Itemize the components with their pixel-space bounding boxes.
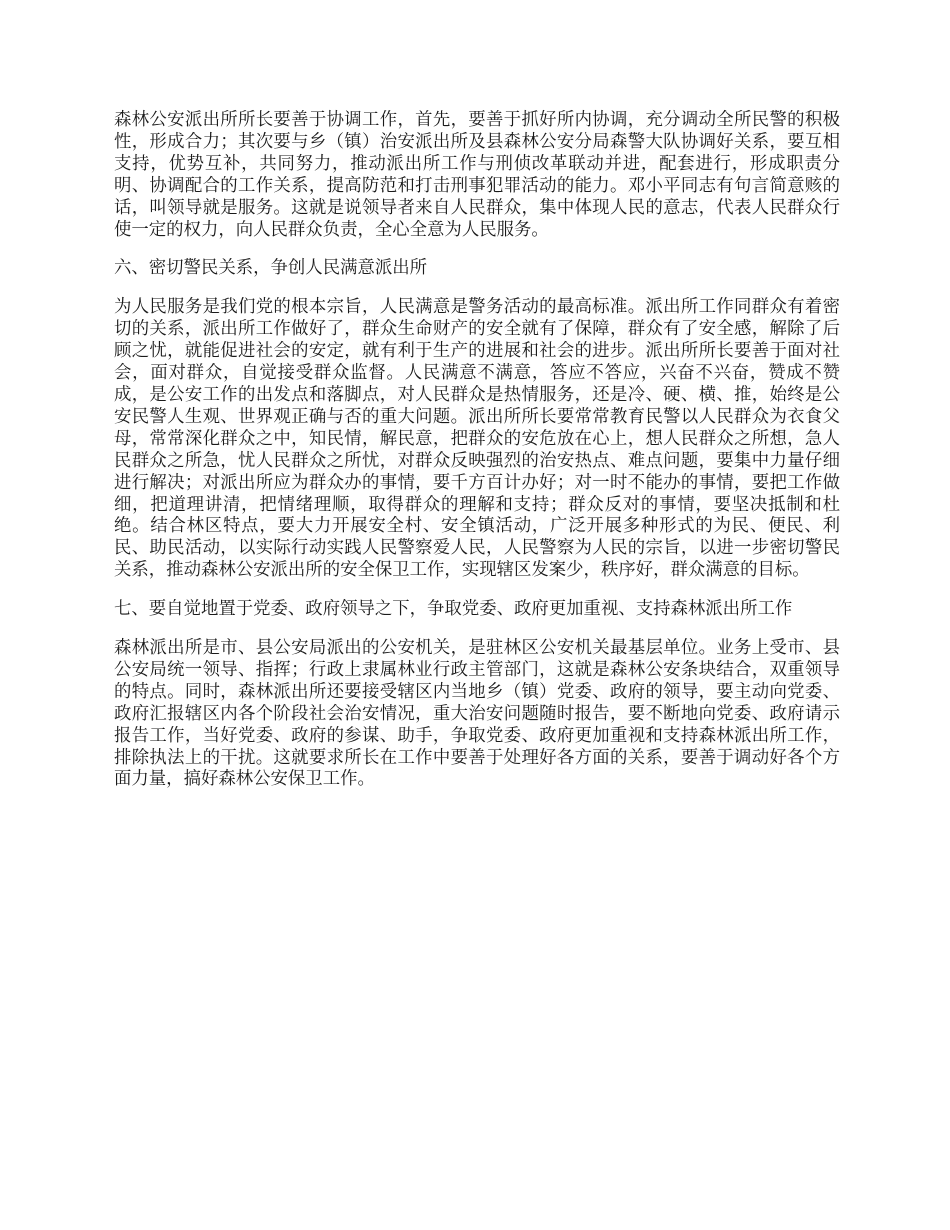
section-heading-seven: 七、要自觉地置于党委、政府领导之下，争取党委、政府更加重视、支持森林派出所工作 [114,599,793,620]
paragraph-coordination: 森林公安派出所所长要善于协调工作，首先，要善于抓好所内协调，充分调动全所民警的积极性，形成合力；其次要与乡（镇）治安派出所及县森林公安分局森警大队协调好关系，要互相支持，优势互补，共同努力，推动派出所工作与刑侦改革联动并进，配套进行，形成职责分明、协调配合的工作关系，提高防范和打击刑事犯罪活动的能力。邓小平同志有句言简意赅的话，叫领导就是服务。这就是说领导者来自人民群众，集中体现人民的意志，代表人民群众行使一定的权力，向人民群众负责，全心全意为人民服务。 [114,110,840,240]
paragraph-police-public-relations: 为人民服务是我们党的根本宗旨，人民满意是警务活动的最高标准。派出所工作同群众有着密切的关系，派出所工作做好了，群众生命财产的安全就有了保障，群众有了安全感，解除了后顾之忧，就能促进社会的安定，就有利于生产的进展和社会的进步。派出所所长要善于面对社会，面对群众，自觉接受群众监督。人民满意不满意，答应不答应，兴奋不兴奋，赞成不赞成，是公安工作的出发点和落脚点，对人民群众是热情服务，还是冷、硬、横、推，始终是公安民警人生观、世界观正确与否的重大问题。派出所所长要常常教育民警以人民群众为衣食父母，常常深化群众之中，知民情，解民意，把群众的安危放在心上，想人民群众之所想，急人民群众之所急，忧人民群众之所忧，对群众反映强烈的治安热点、难点问题，要集中力量仔细进行解决；对派出所应为群众办的事情，要千方百计办好；对一时不能办的事情，要把工作做细，把道理讲清，把情绪理顺，取得群众的理解和支持；群众反对的事情，要坚决抵制和杜绝。结合林区特点，要大力开展安全村、安全镇活动，广泛开展多种形式的为民、便民、利民、助民活动，以实际行动实践人民警察爱人民，人民警察为人民的宗旨，以进一步密切警民关系，推动森林公安派出所的安全保卫工作，实现辖区发案少，秩序好，群众满意的目标。 [114,297,840,581]
document-body [114,110,840,808]
paragraph-party-leadership: 森林派出所是市、县公安局派出的公安机关，是驻林区公安机关最基层单位。业务上受市、县公安局统一领导、指挥；行政上隶属林业行政主管部门，这就是森林公安条块结合，双重领导的特点。同时，森林派出所还要接受辖区内当地乡（镇）党委、政府的领导，要主动向党委、政府汇报辖区内各个阶段社会治安情况，重大治安问题随时报告，要不断地向党委、政府请示报告工作，当好党委、政府的参谋、助手，争取党委、政府更加重视和支持森林派出所工作，排除执法上的干扰。这就要求所长在工作中要善于处理好各方面的关系，要善于调动好各个方面力量，搞好森林公安保卫工作。 [114,638,840,790]
section-heading-six: 六、密切警民关系，争创人民满意派出所 [114,258,428,279]
